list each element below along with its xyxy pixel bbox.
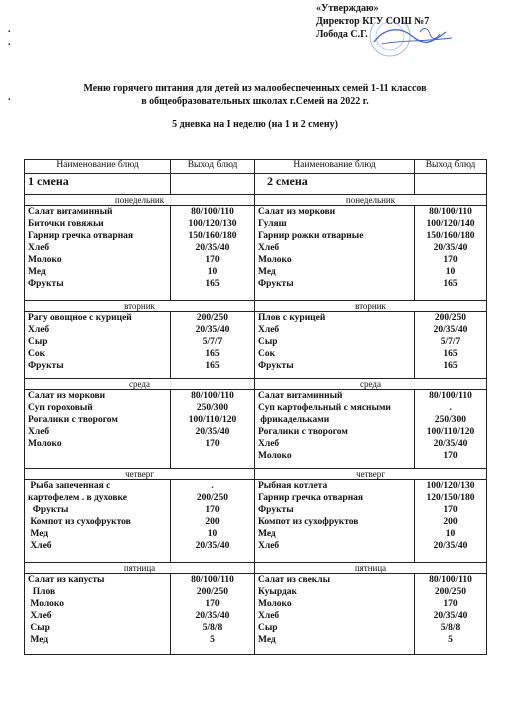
shift-1-label: 1 смена <box>25 174 171 195</box>
day-name: понедельник <box>255 195 487 206</box>
dish-name: Компот из сухофруктов <box>258 517 359 527</box>
dish-output: 120/150/180 <box>426 493 475 503</box>
dish-name: Гарнир гречка отварная <box>28 231 134 241</box>
dish-name: Хлеб <box>258 439 280 449</box>
dish-output: 80/100/110 <box>429 391 472 401</box>
dish-name: Сок <box>28 349 46 359</box>
dish-output: 200 <box>443 517 458 527</box>
day-name: четверг <box>255 469 487 480</box>
dish-name: Рогалики с творогом <box>28 415 118 425</box>
dish-name: Рагу овощное с курицей <box>28 313 132 323</box>
document-subtitle: 5 дневка на I неделю (на 1 и 2 смену) <box>172 119 338 130</box>
dish-name: Фрукты <box>258 505 294 515</box>
dish-list <box>255 390 415 469</box>
dish-output: 250/300 <box>196 403 229 413</box>
table-header-row <box>25 160 487 174</box>
dish-name: Сыр <box>28 337 48 347</box>
dish-output: 80/100/110 <box>429 575 472 585</box>
day-name: четверг <box>25 469 255 480</box>
dish-name: Сыр <box>28 623 50 633</box>
dish-list <box>255 312 415 379</box>
dishes-row <box>25 480 487 563</box>
approval-name: Лобода С.Г. <box>316 29 368 40</box>
dish-name: Хлеб <box>258 325 280 335</box>
dish-output: 170 <box>443 451 458 461</box>
dish-output: 80/100/110 <box>191 391 234 401</box>
header-output-2: Выход блюд <box>415 160 487 174</box>
output-list <box>171 206 255 301</box>
dish-name: Гарнир рожки отварные <box>258 231 364 241</box>
dish-name: Салат из моркови <box>28 391 106 401</box>
empty-cell <box>415 174 487 195</box>
dish-name: Фрукты <box>28 279 64 289</box>
dish-name: Салат из капусты <box>28 575 105 585</box>
dish-name: Молоко <box>28 439 62 449</box>
dish-output: 20/35/40 <box>195 427 230 437</box>
day-name: среда <box>25 379 255 390</box>
dish-name: Рогалики с творогом <box>258 427 348 437</box>
dish-output: 20/35/40 <box>195 541 230 551</box>
dish-name: Фрукты <box>28 361 64 371</box>
dish-name: картофелем . в духовке <box>28 493 128 503</box>
dish-output: . <box>449 403 452 413</box>
dish-list <box>25 480 171 563</box>
dish-name: Молоко <box>258 451 292 461</box>
dish-output: 20/35/40 <box>433 439 468 449</box>
dish-output: 200/250 <box>434 587 467 597</box>
dish-output: 165 <box>205 279 220 289</box>
dish-output: 165 <box>443 361 458 371</box>
empty-cell <box>171 174 255 195</box>
dish-name: Хлеб <box>28 325 50 335</box>
dish-name: Мед <box>28 635 49 645</box>
dish-name: Хлеб <box>258 611 280 621</box>
day-row <box>25 301 487 312</box>
dish-name: Фрукты <box>258 361 294 371</box>
dish-output: 165 <box>205 349 220 359</box>
dish-output: 250/300 <box>434 415 467 425</box>
output-list <box>415 480 487 563</box>
dish-output: 5/8/8 <box>440 623 461 633</box>
dish-name: Хлеб <box>28 243 50 253</box>
dish-name: Плов с курицей <box>258 313 326 323</box>
dish-output: 100/110/120 <box>426 427 475 437</box>
dish-output: 170 <box>205 505 220 515</box>
dish-output: 200/250 <box>196 313 229 323</box>
dish-output: 5/7/7 <box>440 337 461 347</box>
dishes-row <box>25 574 487 655</box>
dish-output: 100/120/130 <box>188 219 237 229</box>
dish-output: 10 <box>207 267 218 277</box>
dishes-row <box>25 390 487 469</box>
dish-output: 100/110/120 <box>188 415 237 425</box>
dish-name: Биточки говяжьи <box>28 219 104 229</box>
day-row <box>25 379 487 390</box>
dish-output: 5 <box>210 635 215 645</box>
dish-name: Хлеб <box>258 243 280 253</box>
dish-name: Мед <box>258 529 276 539</box>
dish-output: 80/100/110 <box>191 207 234 217</box>
dish-output: 170 <box>205 599 220 609</box>
dish-name: Молоко <box>28 599 65 609</box>
output-list <box>415 390 487 469</box>
dish-output: 150/160/180 <box>426 231 475 241</box>
dish-list <box>25 390 171 469</box>
day-name: пятница <box>255 563 487 574</box>
dish-output: 20/35/40 <box>433 243 468 253</box>
output-list <box>415 574 487 655</box>
dish-name: Мед <box>28 529 49 539</box>
day-name: вторник <box>255 301 487 312</box>
output-list <box>171 480 255 563</box>
dish-name: Куырдак <box>258 587 298 597</box>
dish-output: 20/35/40 <box>433 541 468 551</box>
dish-output: 165 <box>443 279 458 289</box>
dish-output: 200/250 <box>196 587 229 597</box>
day-name: понедельник <box>25 195 255 206</box>
approval-director: Директор КГУ СОШ №7 <box>316 16 430 27</box>
dish-output: 170 <box>443 599 458 609</box>
dish-list <box>25 574 171 655</box>
dishes-row <box>25 312 487 379</box>
dish-output: 100/120/130 <box>426 481 475 491</box>
menu-table <box>24 159 487 655</box>
dish-output: 165 <box>443 349 458 359</box>
dish-output: 5 <box>448 635 453 645</box>
dish-name: Компот из сухофруктов <box>28 517 131 527</box>
dish-name: Плов <box>28 587 56 597</box>
header-output-1: Выход блюд <box>171 160 255 174</box>
dish-name: Суп гороховый <box>28 403 93 413</box>
dish-name: Гарнир гречка отварная <box>258 493 364 503</box>
dish-output: 80/100/110 <box>191 575 234 585</box>
dish-name: Молоко <box>28 255 62 265</box>
dish-output: 20/35/40 <box>433 611 468 621</box>
dish-output: 5/7/7 <box>202 337 223 347</box>
dish-name: Салат витаминный <box>258 391 343 401</box>
dish-name: Салат из моркови <box>258 207 336 217</box>
dish-output: 80/100/110 <box>429 207 472 217</box>
output-list <box>171 312 255 379</box>
output-list <box>171 390 255 469</box>
dish-output: 170 <box>443 505 458 515</box>
dish-output: 20/35/40 <box>195 243 230 253</box>
dish-name: Хлеб <box>28 427 50 437</box>
dish-name: Рыбная котлета <box>258 481 328 491</box>
dish-output: 20/35/40 <box>195 611 230 621</box>
mark-dot: . <box>8 37 11 48</box>
dish-name: Мед <box>258 267 276 277</box>
day-name: вторник <box>25 301 255 312</box>
document-title-line2: в общеобразовательных школах г.Семей на 2022 г. <box>141 96 369 107</box>
header-dish-name-1: Наименование блюд <box>25 160 171 174</box>
dish-list <box>25 206 171 301</box>
dish-name: Сыр <box>258 623 278 633</box>
dish-list <box>255 206 415 301</box>
dish-output: 10 <box>445 529 456 539</box>
dish-output: 165 <box>205 361 220 371</box>
dish-name: Мед <box>28 267 46 277</box>
dish-output: 200/250 <box>434 313 467 323</box>
dish-name: Сок <box>258 349 276 359</box>
dish-output: 200 <box>205 517 220 527</box>
dish-output: 20/35/40 <box>195 325 230 335</box>
day-row <box>25 469 487 480</box>
dish-list <box>255 574 415 655</box>
signature-stamp-icon <box>360 22 460 62</box>
dish-name: Фрукты <box>258 279 294 289</box>
dish-name: Хлеб <box>28 541 52 551</box>
output-list <box>171 574 255 655</box>
dish-name: Салат витаминный <box>28 207 113 217</box>
dish-name: Сыр <box>258 337 278 347</box>
approval-title: «Утверждаю» <box>316 3 379 14</box>
dish-name: Суп картофельный с мясными <box>258 403 391 413</box>
dish-name: Рыба запеченная с <box>28 481 111 491</box>
dish-output: 150/160/180 <box>188 231 237 241</box>
dish-output: 170 <box>205 255 220 265</box>
dish-output: . <box>211 481 214 491</box>
shift-2-label: 2 смена <box>255 174 415 195</box>
dish-list <box>255 480 415 563</box>
output-list <box>415 312 487 379</box>
day-row <box>25 195 487 206</box>
dish-name: Фрукты <box>28 505 69 515</box>
dish-output: 200/250 <box>196 493 229 503</box>
dish-output: 170 <box>443 255 458 265</box>
header-dish-name-2: Наименование блюд <box>255 160 415 174</box>
dish-name: Хлеб <box>28 611 52 621</box>
dish-output: 20/35/40 <box>433 325 468 335</box>
dish-output: 100/120/140 <box>426 219 475 229</box>
dish-list <box>25 312 171 379</box>
dish-name: Гуляш <box>258 219 287 229</box>
dish-name: Мед <box>258 635 276 645</box>
dish-output: 170 <box>205 439 220 449</box>
dish-name: Хлеб <box>258 541 280 551</box>
dish-output: 10 <box>445 267 456 277</box>
dishes-row <box>25 206 487 301</box>
day-name: среда <box>255 379 487 390</box>
output-list <box>415 206 487 301</box>
dish-name: Молоко <box>258 255 292 265</box>
day-row <box>25 563 487 574</box>
mark-dot: . <box>8 92 11 103</box>
dish-name: Молоко <box>258 599 292 609</box>
dish-output: 5/8/8 <box>202 623 223 633</box>
day-name: пятница <box>25 563 255 574</box>
document-title-line1: Меню горячего питания для детей из малообеспеченных семей 1-11 классов <box>83 83 427 94</box>
dish-name: Салат из свеклы <box>258 575 331 585</box>
dish-name: фрикадельками <box>258 415 330 425</box>
shift-row <box>25 174 487 195</box>
mark-dot: . <box>8 24 11 35</box>
dish-output: 10 <box>207 529 218 539</box>
